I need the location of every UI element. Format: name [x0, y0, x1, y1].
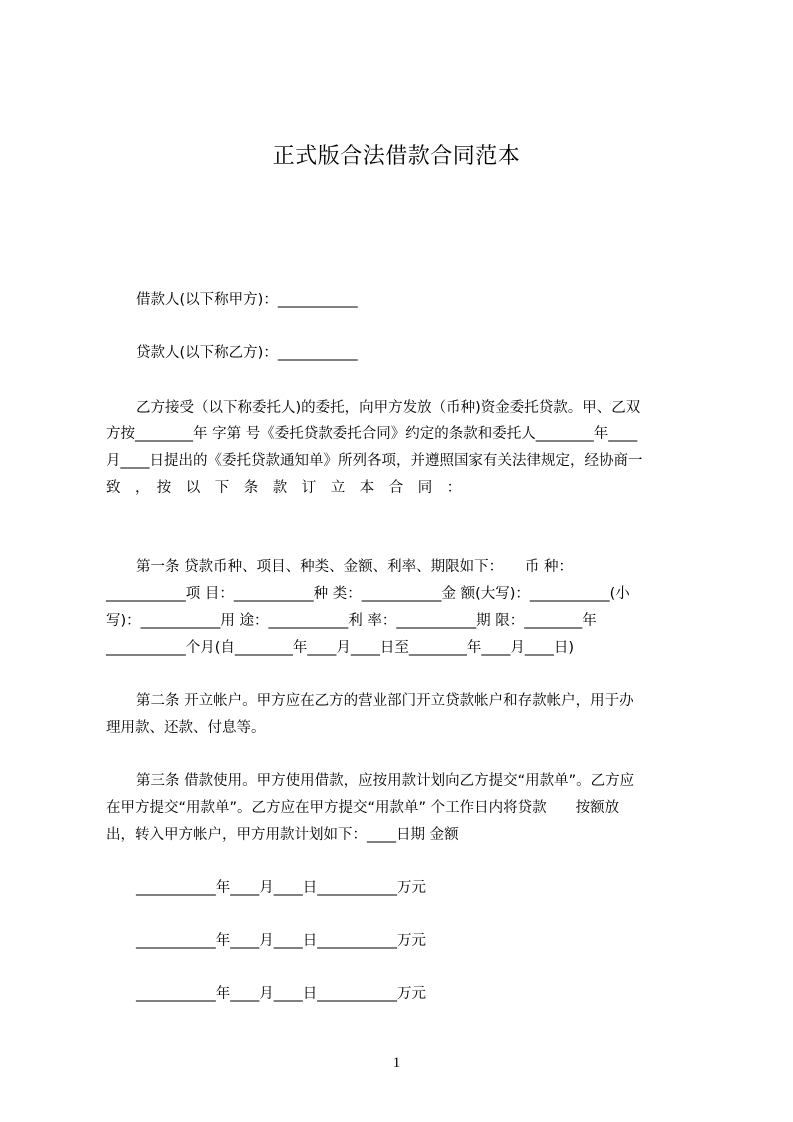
article3-line-3: 出，转入甲方帐户，甲方用款计划如下：____日期 金额: [106, 827, 459, 843]
schedule-line-2: ___________年____月____日___________万元: [136, 933, 426, 949]
article2-line-2: 理用款、还款、付息等。: [106, 720, 266, 736]
document-title: 正式版合法借款合同范本: [272, 144, 521, 169]
article1-line-4: ___________个月(自________年____月____日至________年____月____日): [106, 640, 575, 656]
article1-line-2: ___________项 目：___________种 类：___________金 额(大写)：___________(小: [106, 586, 630, 602]
intro-line-1: 乙方接受（以下称委托人)的委托，向甲方发放（币种)资金委托贷款。甲、乙双: [136, 400, 641, 416]
article1-line-1: 第一条 贷款币种、项目、种类、金额、利率、期限如下： 币 种：: [136, 559, 573, 575]
article2-line-1: 第二条 开立帐户。甲方应在乙方的营业部门开立贷款帐户和存款帐户，用于办: [136, 693, 634, 709]
intro-line-2: 方按________年 字第 号《委托贷款委托合同》约定的条款和委托人________年____: [106, 426, 638, 442]
borrower-line: 借款人(以下称甲方)：___________: [136, 292, 358, 308]
page-number: 1: [392, 1055, 401, 1071]
schedule-line-1: ___________年____月____日___________万元: [136, 880, 426, 896]
schedule-line-3: ___________年____月____日___________万元: [136, 986, 426, 1002]
article3-line-1: 第三条 借款使用。甲方使用借款，应按用款计划向乙方提交“用款单”。乙方应: [136, 773, 635, 789]
article1-line-3: 写)：___________用 途：___________利 率：___________期 限：________年: [106, 613, 597, 629]
intro-line-4: 致 ， 按 以 下 条 款 订 立 本 合 同 ：: [106, 480, 462, 496]
lender-line: 贷款人(以下称乙方)：___________: [136, 345, 358, 361]
article3-line-2: 在甲方提交“用款单”。乙方应在甲方提交“用款单” 个工作日内将贷款 按额放: [106, 800, 620, 816]
intro-line-3: 月____日提出的《委托贷款通知单》所列各项，并遵照国家有关法律规定，经协商一: [106, 453, 643, 469]
